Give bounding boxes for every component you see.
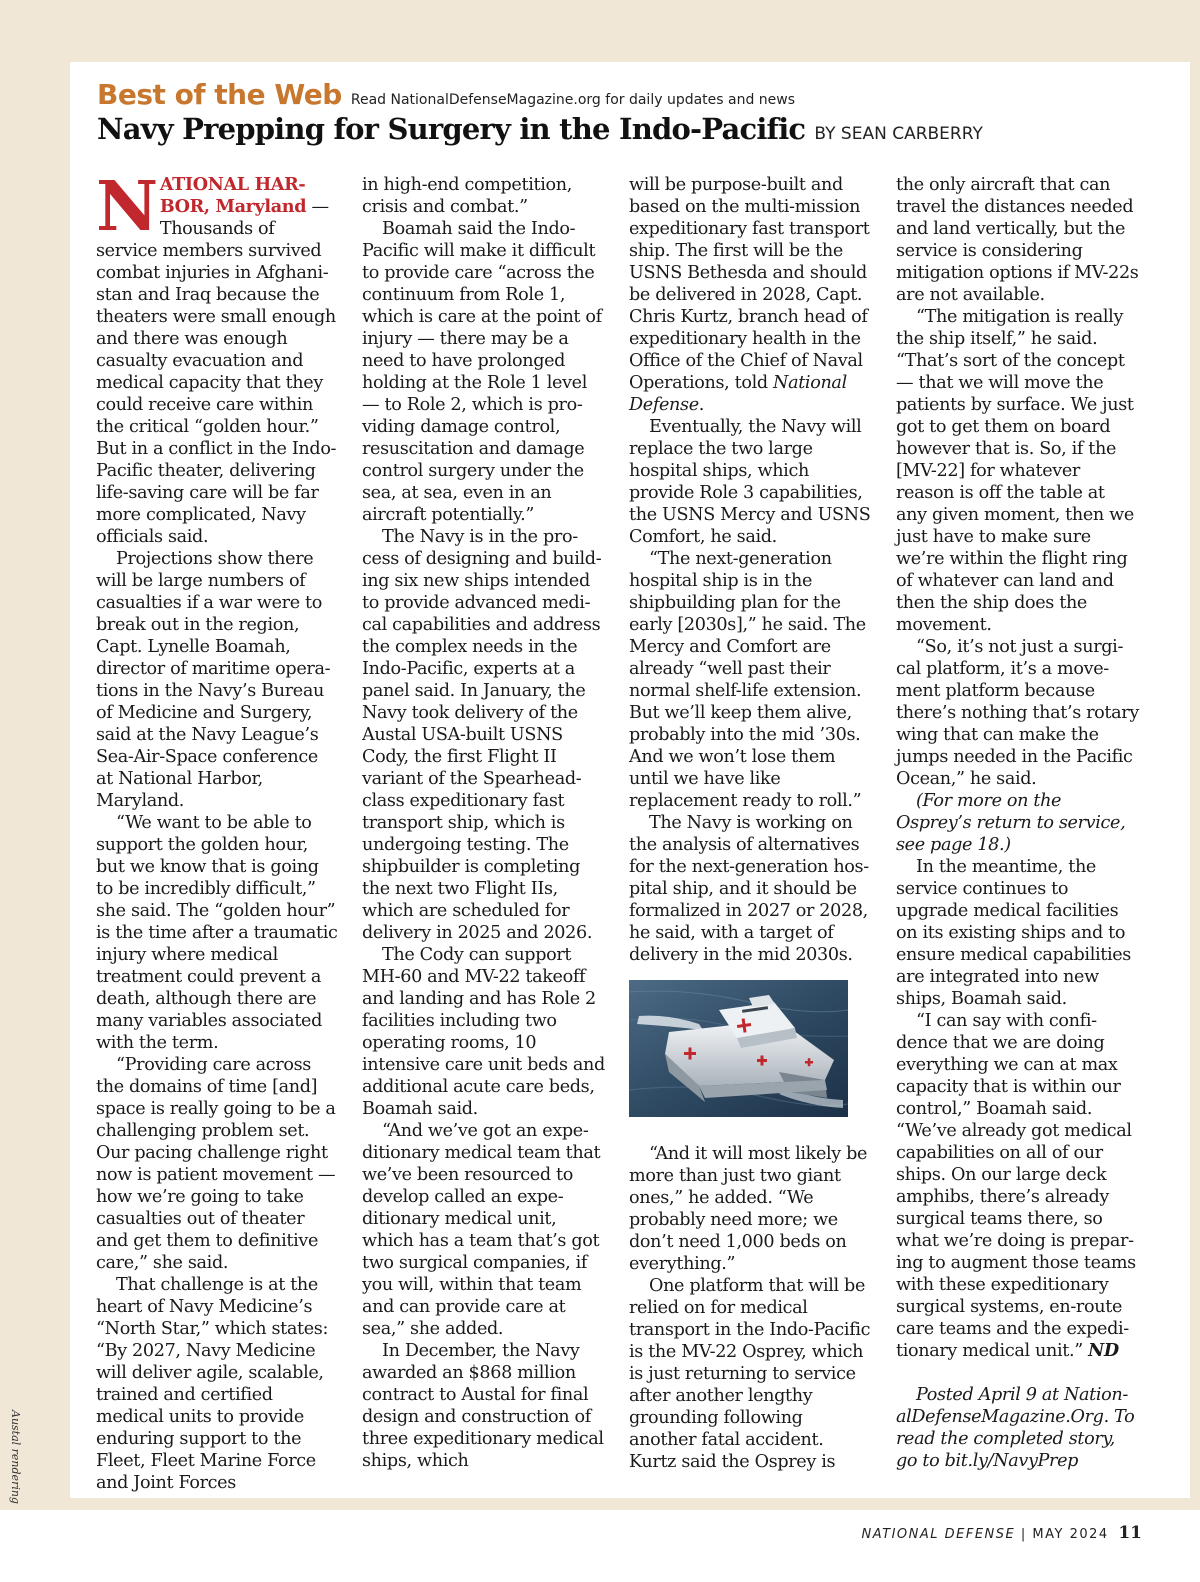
cross-reference-note: (For more on the Osprey’s return to service, see page 18.) bbox=[896, 791, 1126, 855]
article-paragraph: “And we’ve got an expeditionary medical team that we’ve been resourced to develop called an expeditionary medical unit, which has a team that’s got two surgical companies, if you will, within that team and can provide care at sea,” she added. bbox=[362, 1121, 601, 1339]
article-column-3 bbox=[629, 174, 872, 1473]
footer-publication: NATIONAL DEFENSE bbox=[861, 1527, 1016, 1542]
article-paragraph: In the meantime, the service continues to upgrade medical facilities on its existing ships and to ensure medical capabilities are integrated into new ships, Boamah said. bbox=[896, 857, 1131, 1009]
bottom-border bbox=[0, 1498, 1200, 1510]
article-paragraph: The Cody can support MH-60 and MV-22 takeoff and landing and has Role 2 facilities including two operating rooms, 10 intensive care unit beds and additional acute care beds, Boamah said. bbox=[362, 945, 605, 1119]
publication-name: National Defense bbox=[629, 373, 847, 415]
page-footer bbox=[861, 1523, 1142, 1543]
article-headline: Navy Prepping for Surgery in the Indo-Pacific bbox=[97, 112, 806, 146]
headline-row bbox=[97, 112, 983, 146]
article-column-2 bbox=[362, 174, 605, 1472]
right-border bbox=[1190, 0, 1200, 1510]
article-paragraph: Boamah said the Indo-Pacific will make it difficult to provide care “across the continuum from Role 1, which is care at the point of injury — there may be a need to have prolonged holding at the Role 1 level — to Role 2, which is providing damage control, resuscitation and damage control surgery under the sea, at sea, even in an aircraft potentially.” bbox=[362, 219, 602, 525]
article-paragraph: will be purpose-built and based on the multi-mission expeditionary fast transport ship. The first will be the USNS Bethesda and should be delivered in 2028, Capt. Chris Kurtz, branch head of expeditionary health in the Office of the Chief of Naval Operations, told National Defense. bbox=[629, 175, 870, 415]
footer-separator: | bbox=[1020, 1527, 1027, 1542]
article-paragraph: The Navy is in the process of designing and building six new ships intended to provide advanced medical capabilities and address the complex needs in the Indo-Pacific, experts at a panel said. In January, the Navy took delivery of the Austal USA-built USNS Cody, the first Flight II variant of the Spearhead-class expeditionary fast transport ship, which is undergoing testing. The shipbuilder is completing the next two Flight IIs, which are scheduled for delivery in 2025 and 2026. bbox=[362, 527, 602, 943]
article-paragraph: NATIONAL HARBOR, Maryland — Thousands of service members survived combat injuries in Afghanistan and Iraq because the theaters were small enough and there was enough casualty evacuation and medical capacity that they could receive care within the critical “golden hour.” But in a conflict in the Indo-Pacific theater, delivering life-saving care will be far more complicated, Navy officials said. bbox=[96, 167, 337, 547]
article-paragraph: Eventually, the Navy will replace the two large hospital ships, which provide Role 3 capabilities, the USNS Mercy and USNS Comfort, he said. bbox=[629, 417, 871, 547]
article-paragraph: “Providing care across the domains of time [and] space is really going to be a challenging problem set. Our pacing challenge right now is patient movement — how we’re going to take casualties out of theater and get them to definitive care,” she said. bbox=[96, 1055, 336, 1273]
article-paragraph: “We want to be able to support the golden hour, but we know that is going to be incredibly difficult,” she said. The “golden hour” is the time after a traumatic injury where medical treatment could prevent a death, although there are many variables associated with the term. bbox=[96, 813, 338, 1053]
article-column-1 bbox=[96, 167, 339, 1494]
article-paragraph: One platform that will be relied on for medical transport in the Indo-Pacific is the MV-22 Osprey, which is just returning to service after another lengthy grounding following another fatal accident. Kurtz said the Osprey is bbox=[629, 1276, 871, 1472]
drop-cap: N bbox=[96, 167, 158, 247]
section-kicker-subtitle: Read NationalDefenseMagazine.org for daily updates and news bbox=[350, 92, 796, 108]
article-paragraph: “The next-generation hospital ship is in the shipbuilding plan for the early [2030s],” he said. The Mercy and Comfort are already “well past their normal shelf-life extension. But we’ll keep them alive, probably into the mid ’30s. And we won’t lose them until we have like replacement ready to roll.” bbox=[629, 549, 866, 811]
article-paragraph: “So, it’s not just a surgical platform, it’s a movement platform because there’s nothing that’s rotary wing that can make the jumps needed in the Pacific Ocean,” he said. bbox=[896, 637, 1139, 789]
end-mark: ND bbox=[1088, 1340, 1119, 1361]
section-header bbox=[97, 78, 795, 111]
ship-rendering-image bbox=[629, 980, 848, 1117]
article-paragraph: The Navy is working on the analysis of alternatives for the next-generation hospital ship, and it should be formalized in 2027 or 2028, he said, with a target of delivery in the mid 2030s. bbox=[629, 813, 870, 965]
article-paragraph: the only aircraft that can travel the distances needed and land vertically, but the service is considering mitigation options if MV-22s are not available. bbox=[896, 175, 1139, 305]
article-paragraph: In December, the Navy awarded an $868 million contract to Austal for final design and construction of three expeditionary medical ships, which bbox=[362, 1341, 604, 1471]
top-border bbox=[0, 0, 1200, 62]
article-paragraph: That challenge is at the heart of Navy Medicine’s “North Star,” which states: “By 2027, Navy Medicine will deliver agile, scalable, trained and certified medical units to provide enduring support to the Fleet, Fleet Marine Force and Joint Forces bbox=[96, 1275, 329, 1493]
article-column-4 bbox=[896, 174, 1139, 1472]
article-paragraph: Projections show there will be large numbers of casualties if a war were to break out in the region, Capt. Lynelle Boamah, director of maritime operations in the Navy’s Bureau of Medicine and Surgery, said at the Navy League’s Sea-Air-Space conference at National Harbor, Maryland. bbox=[96, 549, 331, 811]
left-border bbox=[0, 0, 70, 1510]
article-paragraph: in high-end competition, crisis and combat.” bbox=[362, 175, 572, 217]
footer-issue: MAY 2024 bbox=[1032, 1527, 1109, 1542]
article-byline: BY SEAN CARBERRY bbox=[814, 124, 983, 144]
posted-note: Posted April 9 at NationalDefenseMagazine.Org. To read the completed story, go to bit.ly/NavyPrep bbox=[896, 1385, 1135, 1471]
article-paragraph: “I can say with confidence that we are doing everything we can at max capacity that is within our control,” Boamah said. “We’ve already got medical capabilities on all of our ships. On our large deck amphibs, there’s already surgical teams there, so what we’re doing is preparing to augment those teams with these expeditionary surgical systems, en-route care teams and the expeditionary medical unit.” ND bbox=[896, 1011, 1136, 1361]
section-kicker: Best of the Web bbox=[97, 78, 342, 111]
page-number: 11 bbox=[1118, 1523, 1142, 1543]
dateline: ATIONAL HARBOR, Maryland bbox=[159, 174, 307, 217]
article-paragraph: “And it will most likely be more than just two giant ones,” he added. “We probably need more; we don’t need 1,000 beds on everything.” bbox=[629, 1144, 868, 1274]
article-paragraph: “The mitigation is really the ship itself,” he said. “That’s sort of the concept — that we will move the patients by surface. We just got to get them on board however that is. So, if the [MV-22] for whatever reason is off the table at any given moment, then we just have to make sure we’re within the flight ring of whatever can land and then the ship does the movement. bbox=[896, 307, 1134, 635]
photo-credit: Austal rendering bbox=[9, 1410, 22, 1504]
